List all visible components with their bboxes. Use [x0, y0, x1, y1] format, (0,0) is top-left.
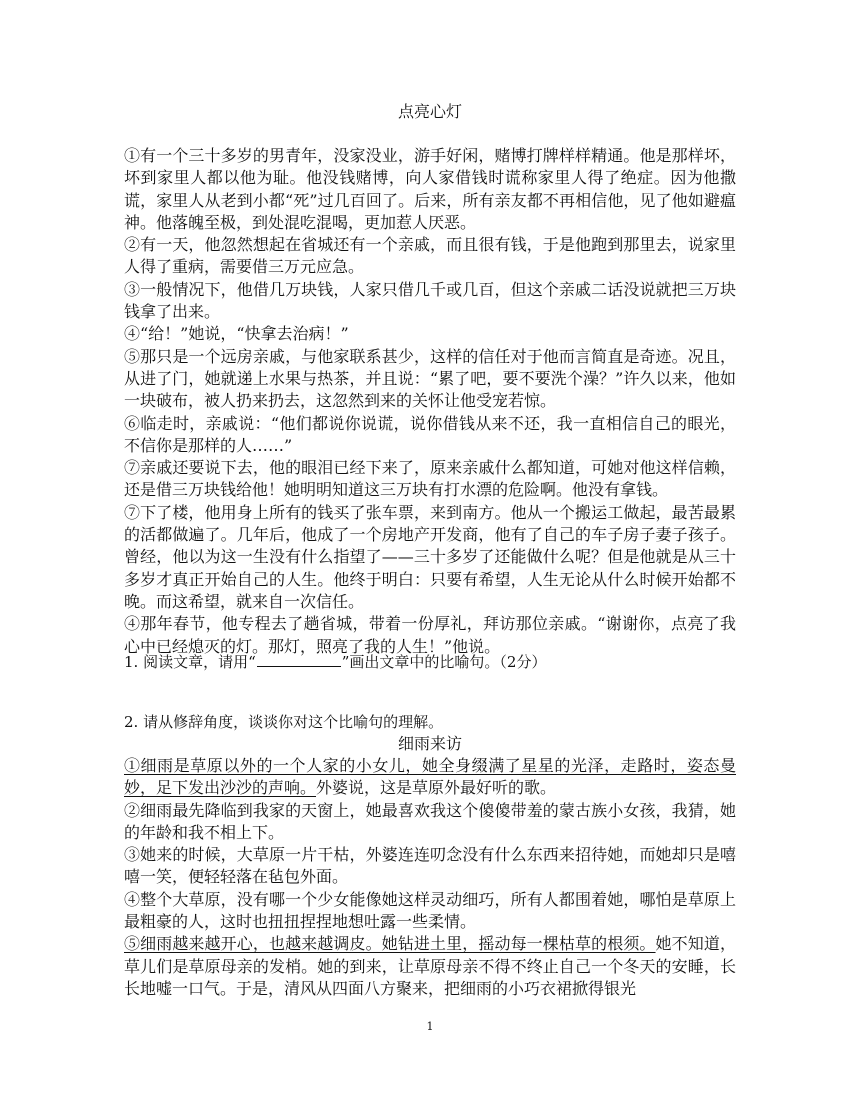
passage-1-paragraph-6: ⑥临走时，亲戚说：“他们都说你说谎，说你借钱从来不还，我一直相信自己的眼光，不信你是那样的人……” [124, 413, 736, 455]
passage-1-body [124, 145, 736, 658]
passage-2-paragraph-5-rest: 她不知道，草儿们是草原母亲的发梢。她的到来，让草原母亲不得不终止自己一个冬天的安睡，长长地嘘一口气。于是，清风从四面八方聚来，把细雨的小巧衣裙掀得银光 [124, 934, 736, 998]
answer-blank-line [257, 651, 341, 667]
passage-1-title: 点亮心灯 [397, 102, 462, 121]
passage-1-paragraph-3: ③一般情况下，他借几万块钱，人家只借几千或几百，但这个亲戚二话没说就把三万块钱拿了出来。 [124, 279, 736, 322]
passage-2-title: 细雨来访 [397, 734, 462, 753]
passage-1-paragraph-5: ⑤那只是一个远房亲戚，与他家联系甚少，这样的信任对于他而言简直是奇迹。况且，从进了门，她就递上水果与热茶，并且说：“累了吧，要不要洗个澡？”许久以来，他如一块破布，被人扔来扔去，这忽然到来的关怀让他受宠若惊。 [124, 346, 736, 411]
question-1-prefix: 1. 阅读文章，请用“ [124, 653, 256, 671]
question-1-suffix: ”画出文章中的比喻句。（2分） [341, 653, 547, 671]
question-2: 2. 请从修辞角度，谈谈你对这个比喻句的理解。 [124, 713, 444, 731]
passage-1-paragraph-8: ⑦下了楼，他用身上所有的钱买了张车票，来到南方。他从一个搬运工做起，最苦最累的活都做遍了。几年后，他成了一个房地产开发商，他有了自己的车子房子妻子孩子。曾经，他以为这一生没有什么指望了——三十多岁了还能做什么呢？但是他就是从三十多岁才真正开始自己的人生。他终于明白：只要有希望，人生无论从什么时候开始都不晚。而这希望，就来自一次信任。 [124, 502, 736, 611]
passage-2-paragraph-5 [124, 933, 736, 1000]
passage-1-paragraph-9: ④那年春节，他专程去了趟省城，带着一份厚礼，拜访那位亲戚。“谢谢你，点亮了我心中已经熄灭的灯。那灯，照亮了我的人生！”他说。 [124, 614, 736, 656]
passage-2-paragraph-1-rest: 外婆说，这是草原外最好听的歌。 [316, 778, 557, 798]
question-1 [124, 651, 736, 673]
passage-1-paragraph-2: ②有一天，他忽然想起在省城还有一个亲戚，而且很有钱，于是他跑到那里去，说家里人得了重病，需要借三万元应急。 [124, 235, 736, 277]
passage-2-body [124, 755, 736, 1000]
underlined-metaphor-2: ⑤细雨越来越开心，也越来越调皮。她钻进土里，摇动每一棵枯草的根须。 [124, 934, 656, 954]
passage-1-paragraph-4: ④“给！”她说，“快拿去治病！” [124, 324, 349, 344]
page-number: 1 [426, 1020, 434, 1033]
passage-2-paragraph-4: ④整个大草原，没有哪一个少女能像她这样灵动细巧，所有人都围着她，哪怕是草原上最粗豪的人，这时也扭扭捏捏地想吐露一些柔情。 [124, 889, 736, 932]
passage-2-paragraph-3: ③她来的时候，大草原一片干枯，外婆连连叨念没有什么东西来招待她，而她却只是嘻嘻一笑，便轻轻落在毡包外面。 [124, 845, 736, 887]
underlined-metaphor-1: ①细雨是草原以外的一个人家的小女儿，她全身缀满了星星的光泽，走路时，姿态曼妙，足下发出沙沙的声响。 [124, 756, 736, 798]
passage-2-paragraph-2: ②细雨最先降临到我家的天窗上，她最喜欢我这个傻傻带羞的蒙古族小女孩，我猜，她的年龄和我不相上下。 [124, 800, 736, 842]
passage-1-paragraph-7: ⑦亲戚还要说下去，他的眼泪已经下来了，原来亲戚什么都知道，可她对他这样信赖，还是借三万块钱给他！她明明知道这三万块有打水漂的危险啊。他没有拿钱。 [124, 458, 736, 500]
passage-2-paragraph-1 [124, 755, 736, 800]
passage-1-paragraph-1: ①有一个三十多岁的男青年，没家没业，游手好闲，赌博打牌样样精通。他是那样坏，坏到家里人都以他为耻。他没钱赌博，向人家借钱时谎称家里人得了绝症。因为他撒谎，家里人从老到小都“死”过几百回了。后来，所有亲友都不再相信他，见了他如避瘟神。他落魄至极，到处混吃混喝，更加惹人厌恶。 [124, 146, 736, 232]
